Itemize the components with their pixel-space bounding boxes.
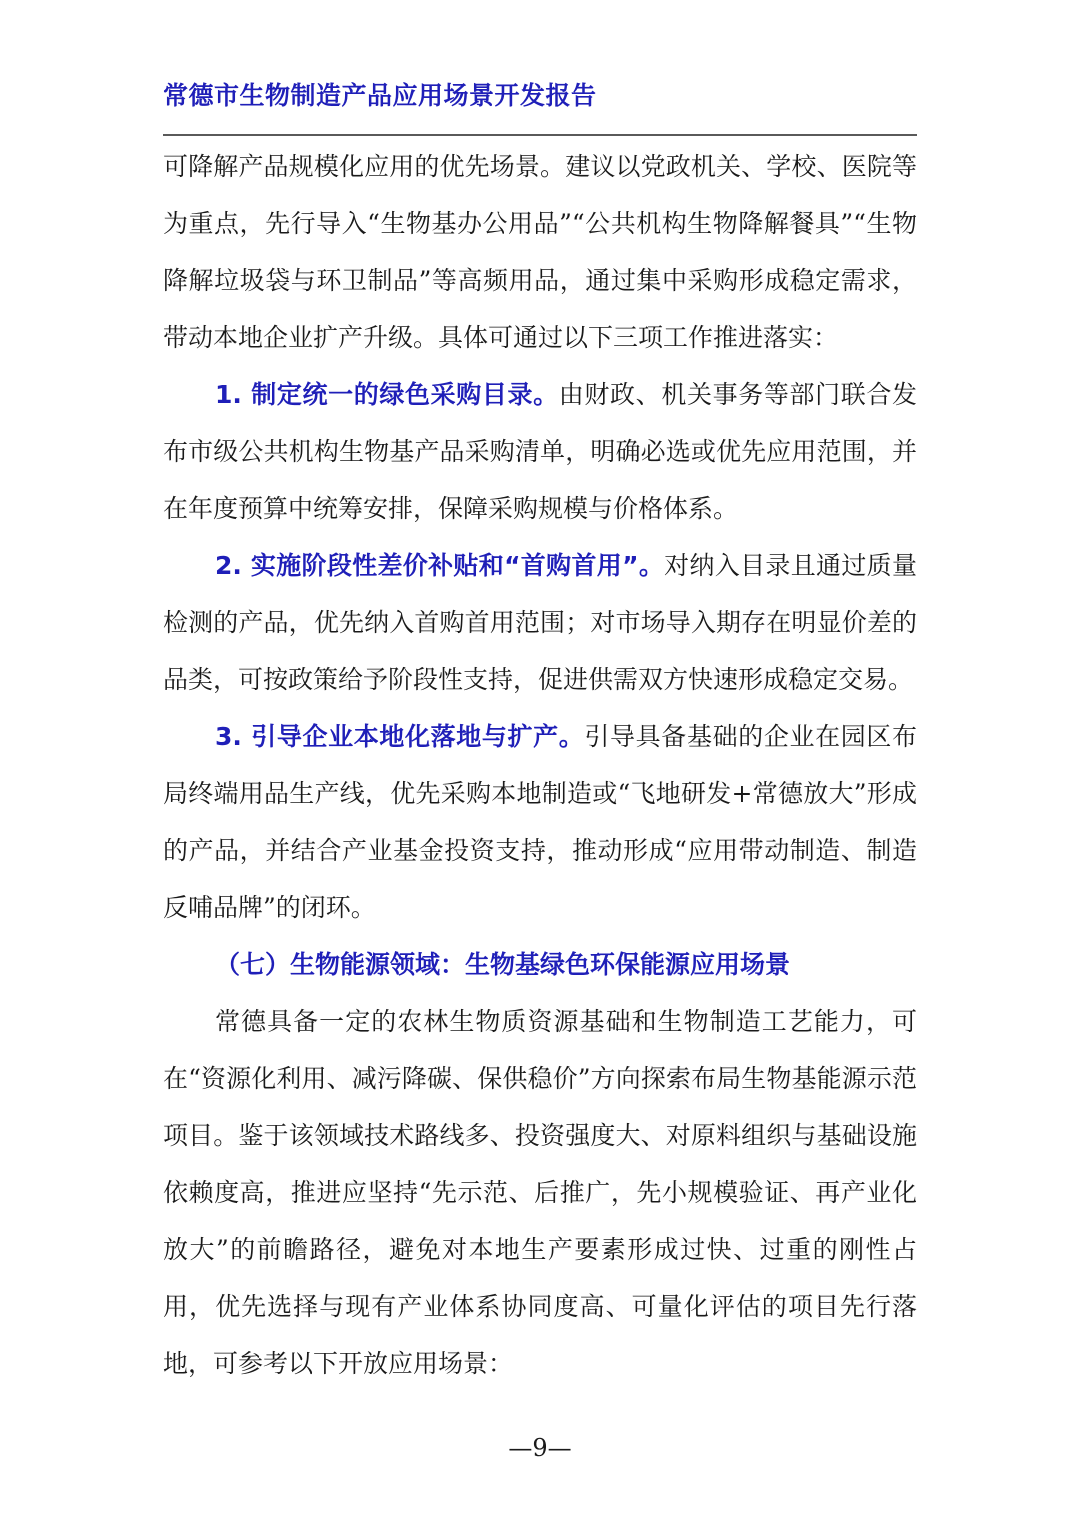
intro-paragraph: 可降解产品规模化应用的优先场景。建议以党政机关、学校、医院等为重点，先行导入“生物基办公用品”“公共机构生物降解餐具”“生物降解垃圾袋与环卫制品”等高频用品，通过集中采购形成稳定需求，带动本地企业扩产升级。具体可通过以下三项工作推进落实： [163,152,917,352]
item-text: 对纳入目录且通过质量检测的产品，优先纳入首购首用范围；对市场导入期存在明显价差的品类，可按政策给予阶段性支持，促进供需双方快速形成稳定交易。 [163,551,917,694]
section-paragraph: 常德具备一定的农林生物质资源基础和生物制造工艺能力，可在“资源化利用、减污降碳、保供稳价”方向探索布局生物基能源示范项目。鉴于该领域技术路线多、投资强度大、对原料组织与基础设施依赖度高，推进应坚持“先示范、后推广，先小规模验证、再产业化放大”的前瞻路径，避免对本地生产要素形成过快、过重的刚性占用，优先选择与现有产业体系协同度高、可量化评估的项目先行落地，可参考以下开放应用场景： [163,1007,917,1378]
list-item [163,366,917,537]
list-item [163,537,917,708]
page-number: —9— [508,1434,572,1462]
list-item [163,708,917,936]
header-divider [163,134,917,136]
item-heading: 1. 制定统一的绿色采购目录。 [215,380,559,409]
document-title: 常德市生物制造产品应用场景开发报告 [163,81,597,110]
item-text: 引导具备基础的企业在园区布局终端用品生产线，优先采购本地制造或“飞地研发+常德放大”形成的产品，并结合产业基金投资支持，推动形成“应用带动制造、制造反哺品牌”的闭环。 [163,722,917,922]
page-body [163,138,917,1392]
section-heading: （七）生物能源领域：生物基绿色环保能源应用场景 [215,950,791,979]
item-text: 由财政、机关事务等部门联合发布市级公共机构生物基产品采购清单，明确必选或优先应用范围，并在年度预算中统筹安排，保障采购规模与价格体系。 [163,380,917,523]
page-header [163,78,917,114]
item-heading: 2. 实施阶段性差价补贴和“首购首用”。 [215,551,665,580]
item-heading: 3. 引导企业本地化落地与扩产。 [215,722,585,751]
